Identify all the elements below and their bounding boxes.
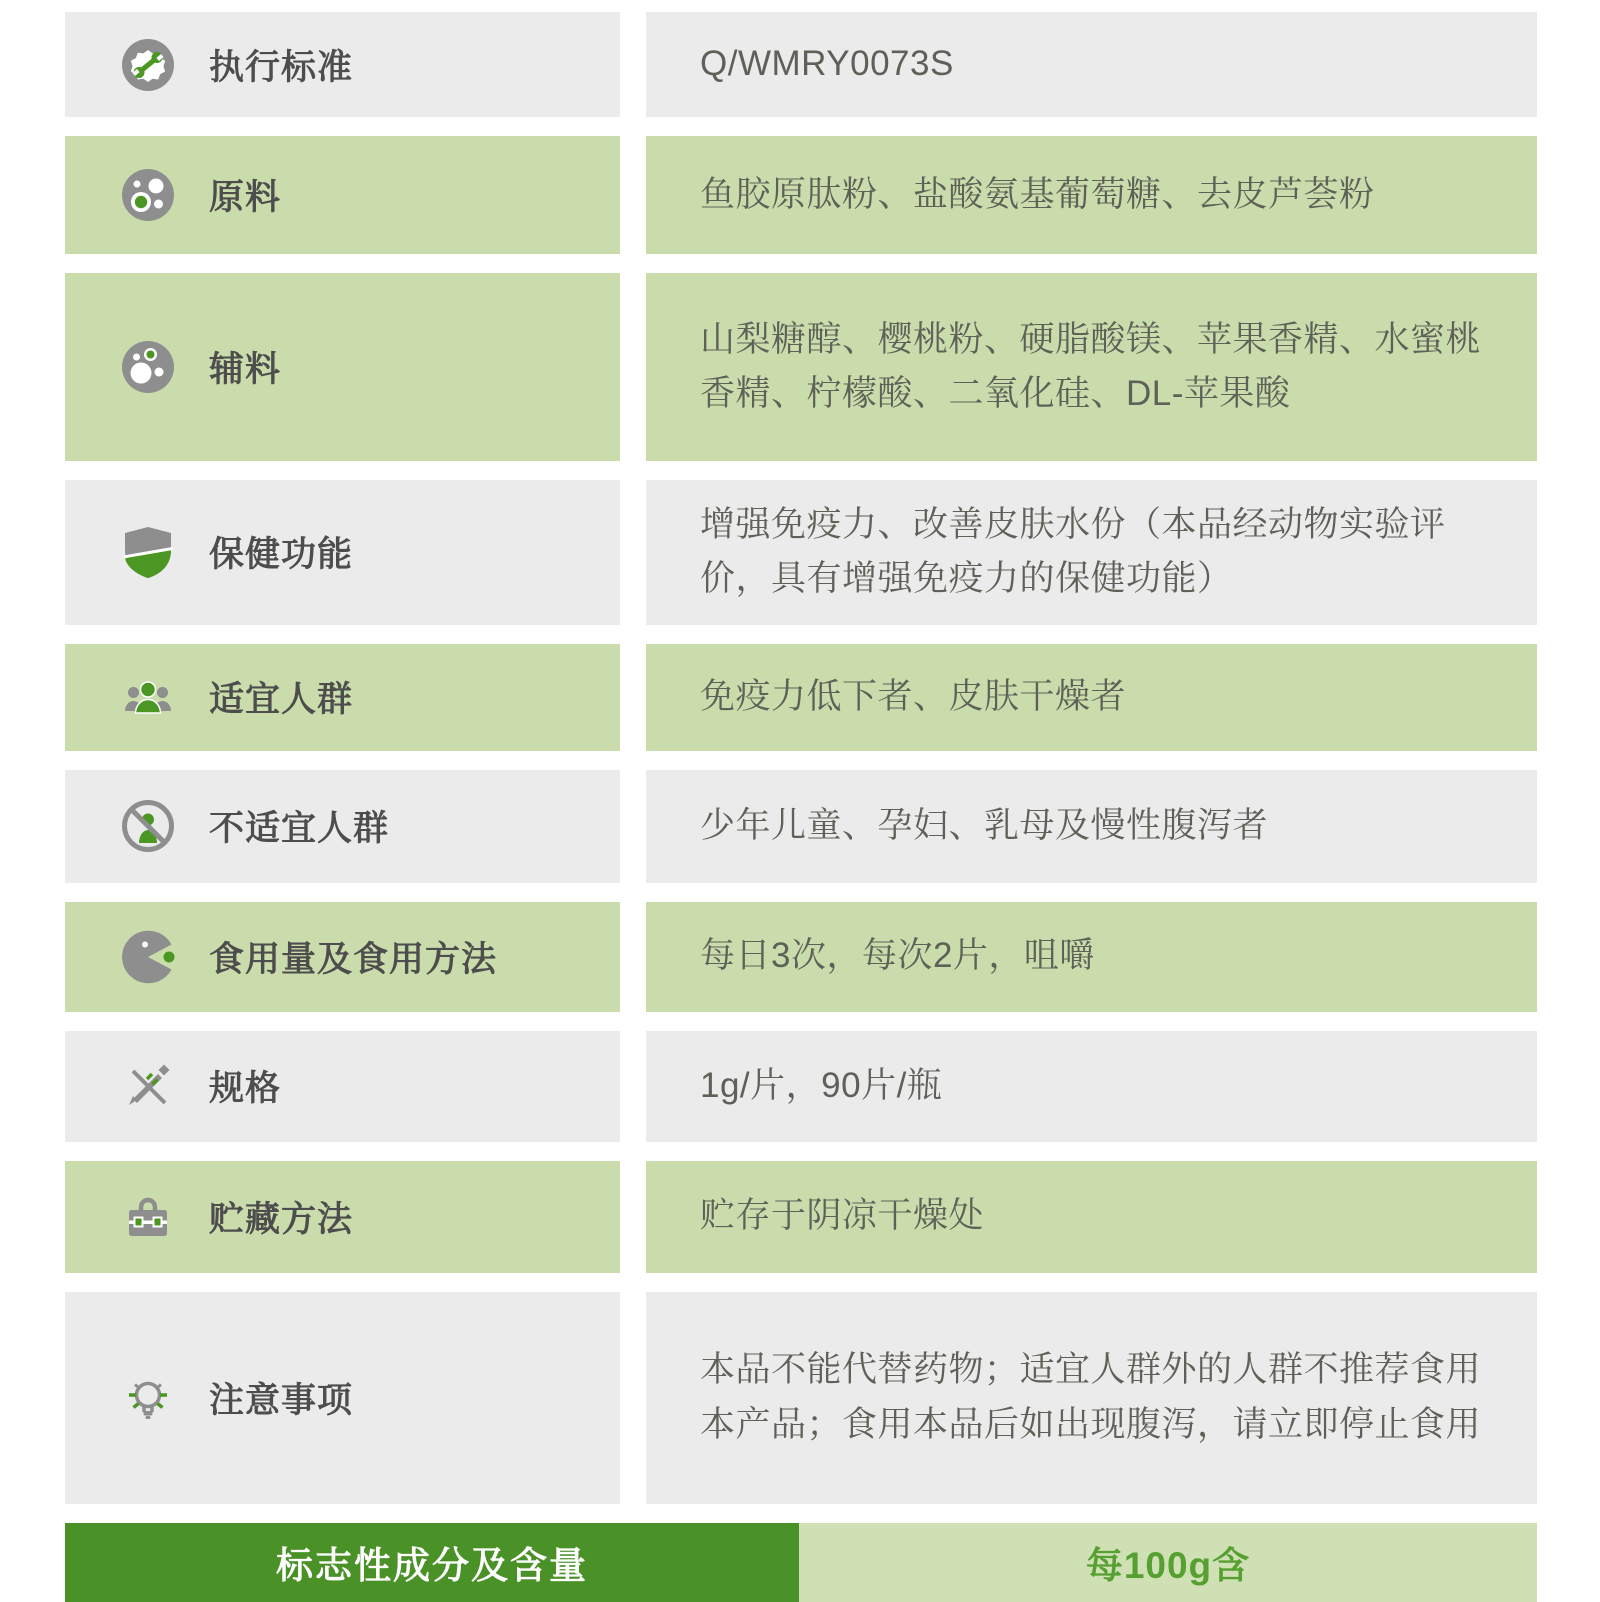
row-label: 保健功能 [209, 535, 354, 575]
marker-ingredients-header-row [65, 1523, 1537, 1602]
row-value: 增强免疫力、改善皮肤水份（本品经动物实验评价，具有增强免疫力的保健功能） [700, 505, 1446, 599]
row-value: 每日3次，每次2片，咀嚼 [700, 936, 1095, 976]
row-label: 原料 [209, 178, 282, 217]
table-row [65, 1292, 1537, 1504]
row-label-cell [65, 12, 620, 117]
row-value: 本品不能代替药物；适宜人群外的人群不推荐食用本产品；食用本品后如出现腹泻，请立即停止食用 [700, 1350, 1482, 1444]
row-value-cell [646, 273, 1537, 461]
table-row [65, 644, 1537, 751]
table-row [65, 1161, 1537, 1273]
people-group-icon [120, 669, 176, 725]
pen-cross-icon [120, 1058, 176, 1114]
excipient-dots-icon [120, 339, 176, 395]
row-label: 食用量及食用方法 [209, 939, 498, 979]
row-label: 贮藏方法 [209, 1199, 354, 1239]
row-value-cell [646, 12, 1537, 117]
table-row [65, 1031, 1537, 1142]
table-row [65, 136, 1537, 254]
row-label-cell [65, 770, 620, 883]
row-label: 规格 [209, 1069, 282, 1108]
row-value: 鱼胶原肽粉、盐酸氨基葡萄糖、去皮芦荟粉 [700, 174, 1375, 214]
row-label: 注意事项 [209, 1380, 354, 1420]
row-label-cell [65, 902, 620, 1012]
row-label-cell [65, 1161, 620, 1273]
row-value-cell [646, 644, 1537, 751]
row-label: 辅料 [209, 350, 282, 389]
table-row [65, 902, 1537, 1012]
pacman-icon [120, 929, 176, 985]
table-row [65, 480, 1537, 625]
row-label: 不适宜人群 [209, 809, 390, 848]
row-label-cell [65, 136, 620, 254]
table-row [65, 273, 1537, 461]
table-row [65, 770, 1537, 883]
no-person-icon [120, 798, 176, 854]
per-100g-header: 每100g含 [799, 1523, 1537, 1602]
row-label-cell [65, 1031, 620, 1142]
row-label: 适宜人群 [209, 680, 354, 719]
row-label-cell [65, 644, 620, 751]
row-value: 少年儿童、孕妇、乳母及慢性腹泻者 [700, 805, 1269, 845]
shield-icon [120, 524, 176, 580]
row-value: 山梨糖醇、樱桃粉、硬脂酸镁、苹果香精、水蜜桃香精、柠檬酸、二氧化硅、DL-苹果酸 [700, 319, 1482, 413]
gear-wrench-icon [120, 37, 176, 93]
toolbox-icon [120, 1189, 176, 1245]
row-value: 免疫力低下者、皮肤干燥者 [700, 676, 1127, 716]
row-value-cell [646, 770, 1537, 883]
row-value-cell [646, 1031, 1537, 1142]
row-value-cell [646, 1161, 1537, 1273]
row-value-cell [646, 480, 1537, 625]
row-label-cell [65, 480, 620, 625]
row-value-cell [646, 136, 1537, 254]
table-row [65, 12, 1537, 117]
row-label: 执行标准 [209, 47, 354, 87]
row-label-cell [65, 273, 620, 461]
lightbulb-icon [120, 1370, 176, 1426]
row-value-cell [646, 1292, 1537, 1504]
row-value-cell [646, 902, 1537, 1012]
row-value: 贮存于阴凉干燥处 [700, 1196, 985, 1236]
row-value: Q/WMRY0073S [700, 44, 954, 84]
spec-rows [65, 12, 1537, 1504]
ingredient-dots-icon [120, 167, 176, 223]
marker-ingredients-header: 标志性成分及含量 [65, 1523, 799, 1602]
row-value: 1g/片，90片/瓶 [700, 1065, 943, 1105]
row-label-cell [65, 1292, 620, 1504]
